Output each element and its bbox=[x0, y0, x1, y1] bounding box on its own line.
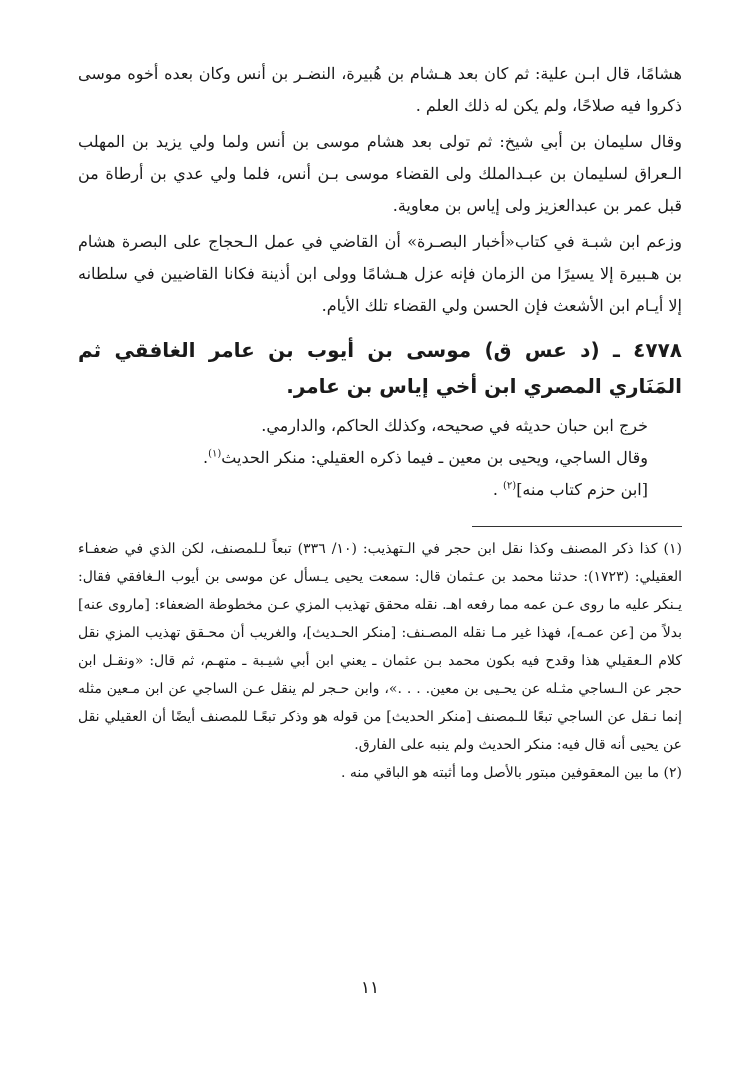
entry-heading: ٤٧٧٨ ـ (د عس ق) موسى بن أيوب بن عامر الغافقي ثم المَنَاري المصري ابن أخي إياس بن عامر. bbox=[78, 338, 682, 398]
footnote-marker-1: (١) bbox=[208, 448, 222, 460]
entry-line-3-end: . bbox=[492, 480, 503, 499]
page-body bbox=[78, 58, 682, 787]
entry-line-2-text: وقال الساجي، ويحيى بن معين ـ فيما ذكره العقيلي: منكر الحديث bbox=[221, 448, 648, 467]
entry-line-2 bbox=[78, 442, 648, 474]
paragraph-3: وزعم ابن شبـة في كتاب«أخبار البصـرة» أن القاضي في عمل الـحجاج على البصرة هشام بن هـبيرة إلا يسيرًا من الزمان فإنه عزل هـشامًا وولى ابن أذينة فكانا القاضيين في سلطانه إلا أيـام ابن الأشعث فإن الحسن ولي القضاء تلك الأيام. bbox=[78, 232, 682, 315]
footnote-marker-2: (٢) bbox=[503, 480, 517, 492]
footnote-divider bbox=[472, 526, 682, 527]
footnote-2: (٢) ما بين المعقوفين مبتور بالأصل وما أثبته هو الباقي منه . bbox=[341, 765, 682, 781]
entry-line-3-text: [ابن حزم كتاب منه] bbox=[516, 480, 648, 499]
page-number: ١١ bbox=[360, 978, 380, 998]
entry-body bbox=[78, 410, 682, 506]
footnotes bbox=[78, 535, 682, 787]
entry-line-2-end: . bbox=[203, 448, 209, 467]
footnote-1: (١) كذا ذكر المصنف وكذا نقل ابن حجر في الـتهذيب: (١٠/ ٣٣٦) تبعاً لـلمصنف، لكن الذي في ضعفـاء العقيلي: (١٧٢٣): حدثنا محمد بن عـثمان قال: سمعت يحيى يـسأل عن موسى بن أيوب الـغافقي فقال: يـنكر عليه ما روى عـن عمه مما رفعه اهـ. نقله محقق تهذيب المزي عـن مخطوطة الضعفاء: [ماروى عنه] بدلاً من [عن عمـه]، فهذا غير مـا نقله المصـنف: [منكر الحـديث]، والغريب أن محـقق تهذيب المزي نقل كلام الـعقيلي هذا وقدح فيه بكون محمد بـن عثمان ـ يعني ابن أبي شيـبة ـ متهـم، ثم قال: «ونقـل ابن حجر عن الـساجي مثـله عن يحـيى بن معين. . . .»، وابن حـجر لم ينقل عـن الساجي عن ابن مـعين مثله إنما نـقل عن الساجي تبعًا للـمصنف [منكر الحديث] من قوله هو وذكر تبعًـا للمصنف أيضًا أن العقيلي نقل عن يحيى أنه قال فيه: منكر الحديث ولم ينبه على الفارق. bbox=[78, 541, 682, 753]
entry-line-3 bbox=[78, 474, 648, 506]
paragraph-2: وقال سليمان بن أبي شيخ: ثم تولى بعد هشام موسى بن أنس ولما ولي يزيد بن المهلب الـعراق لسليمان بن عبـدالملك ولى القضاء موسى بـن أنس، فلما ولي عدي بن أرطاة من قبل عمر بن عبدالعزيز ولى إياس بن معاوية. bbox=[78, 132, 682, 215]
paragraph-1: هشامًا، قال ابـن علية: ثم كان بعد هـشام بن هُبيرة، النضـر بن أنس وكان بعده أخوه موسى ذكروا فيه صلاحًا، ولم يكن له ذلك العلم . bbox=[78, 64, 682, 115]
entry-line-1: خرج ابن حبان حديثه في صحيحه، وكذلك الحاكم، والدارمي. bbox=[261, 416, 648, 435]
